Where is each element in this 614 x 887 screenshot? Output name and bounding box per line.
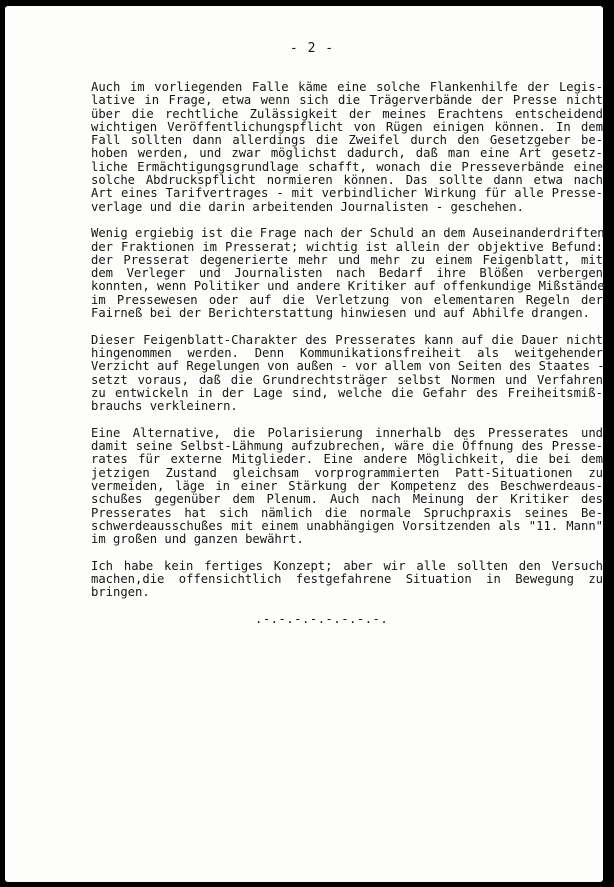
text-line: damit seine Selbst-Lähmung aufzubrechen, wäre die Öffnung des Presse- [91,439,603,454]
text-line: verlage und die darin arbeitenden Journalisten - geschehen. [91,199,524,214]
paragraph [91,560,603,600]
text-line: jetzigen Zustand gleichsam vorprogrammierten Patt-Situationen zu [91,465,603,480]
text-line: im Pressewesen oder auf die Verletzung von elementaren Regeln der [91,292,603,307]
text-line: Eine Alternative, die Polarisierung innerhalb des Presserates und [91,425,603,440]
text-line: Auch im vorliegenden Falle käme eine solche Flankenhilfe der Legis- [91,80,603,94]
text-line: solche Abdruckspflicht normieren können. Das sollte dann etwa nach [91,173,603,188]
text-line: brauchs verkleinern. [91,399,238,414]
text-line: Fairneß bei der Berichterstattung hinwiesen und auf Abhilfe drangen. [91,306,590,321]
text-line: schwerdeausschußes mit einem unabhängigen Vorsitzenden als "11. Mann" [91,518,603,533]
end-marker: .-.-.-.-.-.-.-.-. [255,611,389,626]
text-line: dem Verleger und Journalisten nach Bedarf ihre Blößen verbergen [91,266,603,281]
document-page [5,6,603,882]
paragraph [91,81,603,214]
text-line: machen,die offensichtlich festgefahrene Situation in Bewegung zu [91,571,603,586]
paragraph [91,334,603,414]
text-line: rates für externe Mitglieder. Eine andere Möglichkeit, die bei dem [91,452,603,467]
paragraph [91,427,603,547]
text-line: zu entwickeln in der Lage sind, welche die Gefahr des Freiheitsmiß- [91,385,603,400]
text-line: liche Ermächtigungsgrundlage schafft, wonach die Presseverbände eine [91,159,603,174]
text-line: Presserates hat sich nämlich die normale Spruchpraxis seines Be- [91,505,603,520]
text-line: wichtigen Veröffentlichungspflicht von Rügen einigen können. In dem [91,119,603,134]
text-line: bringen. [91,585,150,600]
letter-body [91,81,603,626]
text-line: schußes gegenüber dem Plenum. Auch nach Meinung der Kritiker des [91,492,603,507]
text-line: hingenommen werden. Denn Kommunikationsfreiheit als weitgehender [91,345,603,360]
text-line: Fall sollten dann allerdings die Zweifel durch den Gesetzgeber be- [91,133,603,148]
text-line: Verzicht auf Regelungen von außen - vor allem von Seiten des Staates - [91,359,605,374]
text-line: Art eines Tarifvertrages - mit verbindlicher Wirkung für alle Presse- [91,186,603,201]
text-line: vermeiden, läge in einer Stärkung der Kompetenz des Beschwerdeaus- [91,478,603,493]
text-line: der Fraktionen im Presserat; wichtig ist allein der objektive Befund: [91,239,603,254]
text-line: Ich habe kein fertiges Konzept; aber wir alle sollten den Versuch [91,558,603,573]
text-line: setzt voraus, daß die Grundrechtsträger selbst Normen und Verfahren [91,372,603,387]
text-line: konnten, wenn Politiker und andere Kritiker auf offenkundige Mißstände [91,279,605,294]
page-number: - 2 - [289,41,335,56]
text-line: lative in Frage, etwa wenn sich die Trägerverbände der Presse nicht [91,93,603,108]
text-line: Dieser Feigenblatt-Charakter des Presserates kann auf die Dauer nicht [91,332,603,347]
text-line: der Presserat degenerierte mehr und mehr zu einem Feigenblatt, mit [91,252,603,267]
text-line: im großen und ganzen bewährt. [91,532,304,547]
paragraph [91,227,603,320]
text-line: Wenig ergiebig ist die Frage nach der Schuld an dem Auseinanderdriften [91,226,605,241]
text-line: über die rechtliche Zulässigkeit der meines Erachtens entscheidend [91,106,603,121]
text-line: hoben werden, und zwar möglichst dadurch, daß man eine Art gesetz- [91,146,603,161]
